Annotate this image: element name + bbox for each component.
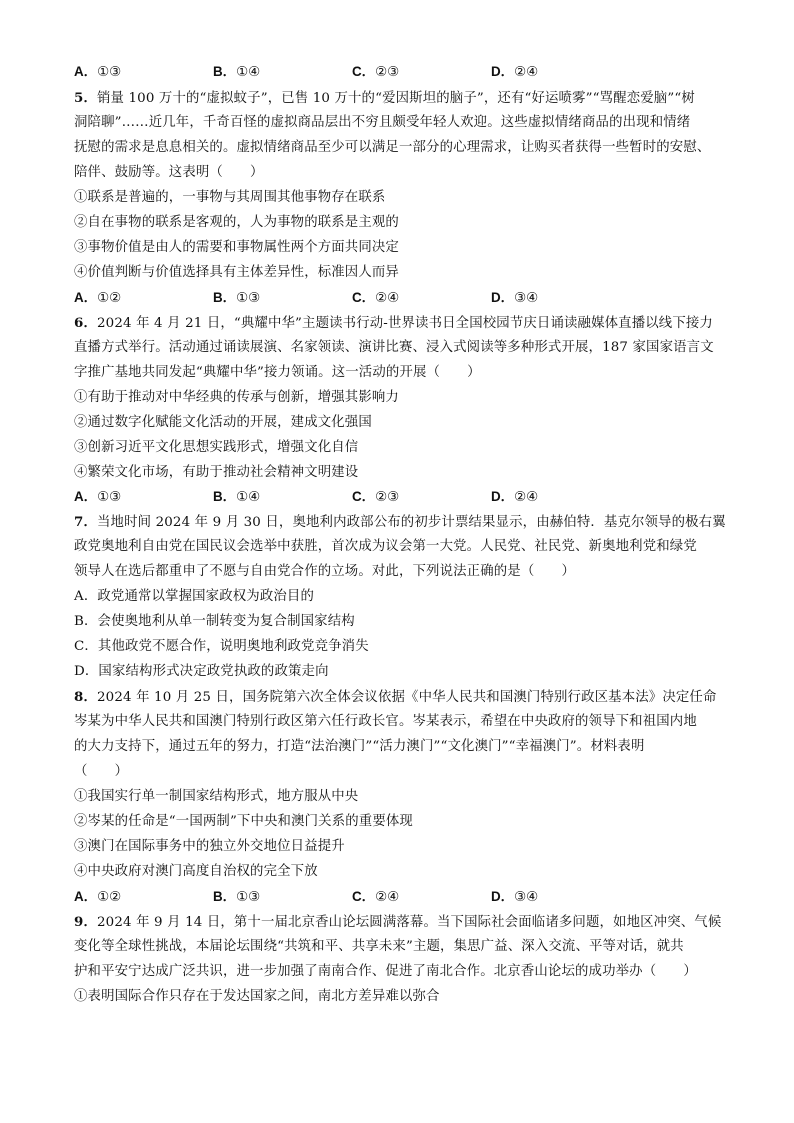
q4-choice-b[interactable]: B．①④ [213, 64, 261, 80]
q6-stem-line: 字推广基地共同发起“典耀中华”接力领诵。这一活动的开展（ ） [74, 365, 481, 380]
q7-number: 7． [74, 514, 98, 530]
q4-choice-a[interactable]: A．①③ [74, 64, 122, 80]
q8-statement-4: ④中央政府对澳门高度自治权的完全下放 [74, 864, 318, 879]
q6-statement-2: ②通过数字化赋能文化活动的开展，建成文化强国 [74, 415, 372, 430]
q6-choice-a[interactable]: A．①③ [74, 489, 122, 505]
q7-option-c[interactable]: C．其他政党不愿合作，说明奥地利政党竞争消失 [74, 639, 369, 654]
q7-stem-line: 领导人在选后都重申了不愿与自由党合作的立场。对此，下列说法正确的是（ ） [74, 564, 576, 579]
q8-number: 8． [74, 689, 98, 705]
q5-stem-line: 洞陪聊”……近几年，千奇百怪的虚拟商品层出不穷且颇受年轻人欢迎。这些虚拟情绪商品的出现和情绪 [74, 115, 691, 130]
q8-statement-1: ①我国实行单一制国家结构形式，地方服从中央 [74, 789, 359, 804]
q9-statement-1: ①表明国际合作只存在于发达国家之间，南北方差异难以弥合 [74, 989, 440, 1004]
q7-stem-line: 7．当地时间 2024 年 9 月 30 日，奥地利内政部公布的初步计票结果显示，由赫伯特．基克尔领导的极右翼 [74, 514, 726, 530]
q9-stem-line: 护和平安宁达成广泛共识，进一步加强了南南合作、促进了南北合作。北京香山论坛的成功举办（ ） [74, 964, 697, 979]
q9-stem-line: 变化等全球性挑战，本届论坛围绕“共筑和平、共享未来”主题，集思广益、深入交流、平等对话，就共 [74, 939, 684, 954]
q7-stem-line: 政党奥地利自由党在国民议会选举中获胜，首次成为议会第一大党。人民党、社民党、新奥地利党和绿党 [74, 539, 697, 554]
q5-choice-d[interactable]: D．③④ [491, 290, 539, 306]
q6-number: 6． [74, 315, 98, 331]
q8-stem-line: 8．2024 年 10 月 25 日，国务院第六次全体会议依据《中华人民共和国澳门特别行政区基本法》决定任命 [74, 689, 717, 705]
q5-statement-2: ②自在事物的联系是客观的，人为事物的联系是主观的 [74, 215, 399, 230]
q8-statement-2: ②岑某的任命是“一国两制”下中央和澳门关系的重要体现 [74, 814, 413, 829]
q5-stem-line: 5．销量 100 万十的“虚拟蚊子”，已售 10 万十的“爱因斯坦的脑子”，还有“好运喷雾”“骂醒恋爱脑”“树 [74, 90, 695, 106]
q5-stem-line: 陪伴、鼓励等。这表明（ ） [74, 165, 264, 180]
q8-choices [74, 888, 734, 906]
q4-choices [74, 63, 734, 81]
q5-statement-3: ③事物价值是由人的需要和事物属性两个方面共同决定 [74, 240, 399, 255]
q6-statement-4: ④繁荣文化市场，有助于推动社会精神文明建设 [74, 465, 359, 480]
q8-statement-3: ③澳门在国际事务中的独立外交地位日益提升 [74, 839, 345, 854]
q9-stem-line: 9．2024 年 9 月 14 日，第十一届北京香山论坛圆满落幕。当下国际社会面临诸多问题，如地区冲突、气候 [74, 914, 722, 930]
q5-statement-4: ④价值判断与价值选择具有主体差异性，标准因人而异 [74, 265, 399, 280]
q6-stem-line: 6．2024 年 4 月 21 日，“典耀中华”主题读书行动-世界读书日全国校园节庆日诵读融媒体直播以线下接力 [74, 315, 713, 331]
q8-choice-b[interactable]: B．①③ [213, 889, 261, 905]
q4-choice-d[interactable]: D．②④ [491, 64, 539, 80]
q7-option-a[interactable]: A．政党通常以掌握国家政权为政治目的 [74, 589, 315, 604]
q9-number: 9． [74, 914, 98, 930]
q5-statement-1: ①联系是普遍的，一事物与其周围其他事物存在联系 [74, 190, 386, 205]
q6-choice-c[interactable]: C．②③ [352, 489, 400, 505]
q5-choice-c[interactable]: C．②④ [352, 290, 400, 306]
q8-choice-d[interactable]: D．③④ [491, 889, 539, 905]
q5-number: 5． [74, 90, 98, 106]
q8-stem-line: （ ） [74, 764, 129, 779]
q8-stem-line: 岑某为中华人民共和国澳门特别行政区第六任行政长官。岑某表示，希望在中央政府的领导下和祖国内地 [74, 714, 697, 729]
q6-stem-line: 直播方式举行。活动通过诵读展演、名家领读、演讲比赛、浸入式阅读等多种形式开展，187 家国家语言文 [74, 340, 714, 355]
q5-stem-line: 抚慰的需求是息息相关的。虚拟情绪商品至少可以满足一部分的心理需求，让购买者获得一些暂时的安慰、 [74, 140, 711, 155]
q8-stem-line: 的大力支持下，通过五年的努力，打造“法治澳门”“活力澳门”“文化澳门”“幸福澳门”。材料表明 [74, 739, 645, 754]
q6-choices [74, 488, 734, 506]
q6-choice-d[interactable]: D．②④ [491, 489, 539, 505]
q7-option-d[interactable]: D．国家结构形式决定政党执政的政策走向 [74, 664, 329, 679]
q5-choice-b[interactable]: B．①③ [213, 290, 261, 306]
q6-statement-3: ③创新习近平文化思想实践形式，增强文化自信 [74, 440, 359, 455]
q5-choice-a[interactable]: A．①② [74, 290, 122, 306]
q6-statement-1: ①有助于推动对中华经典的传承与创新，增强其影响力 [74, 390, 399, 405]
q4-choice-c[interactable]: C．②③ [352, 64, 400, 80]
q6-choice-b[interactable]: B．①④ [213, 489, 261, 505]
q7-option-b[interactable]: B．会使奥地利从单一制转变为复合制国家结构 [74, 614, 355, 629]
q5-choices [74, 289, 734, 307]
q8-choice-c[interactable]: C．②④ [352, 889, 400, 905]
q8-choice-a[interactable]: A．①② [74, 889, 122, 905]
